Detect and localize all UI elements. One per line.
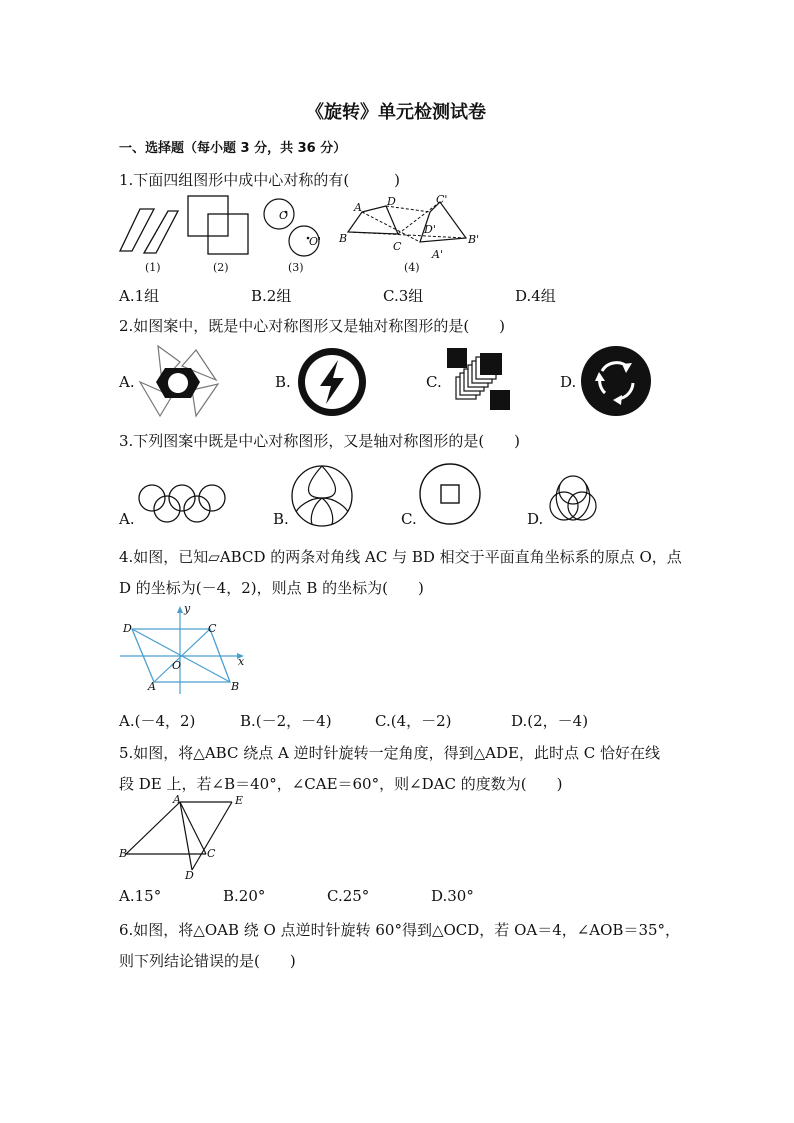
q1-label-C2: C' bbox=[436, 193, 448, 206]
q3-option-d[interactable]: D. bbox=[527, 510, 544, 528]
q4-coordinate-figure bbox=[118, 604, 248, 696]
q1-label-B2: B' bbox=[468, 233, 480, 246]
q4-option-d[interactable]: D.(2，－4) bbox=[511, 712, 589, 730]
q4-option-c[interactable]: C.(4，－2) bbox=[375, 712, 452, 730]
q3-figure-a-rings-icon bbox=[136, 482, 228, 524]
q1-figure-1 bbox=[118, 207, 184, 257]
q5-option-c[interactable]: C.25° bbox=[327, 887, 370, 905]
q1-option-a[interactable]: A.1组 bbox=[119, 287, 160, 305]
q1-caption-4: (4) bbox=[404, 261, 420, 274]
q5-option-a[interactable]: A.15° bbox=[119, 887, 162, 905]
page-title: 《旋转》单元检测试卷 bbox=[306, 102, 486, 123]
q1-figure-3 bbox=[262, 196, 324, 258]
q2-figure-c-squares-icon bbox=[446, 347, 512, 411]
q1-label-o2: O' bbox=[309, 235, 322, 248]
q2-figure-d-recycle-arrows-icon bbox=[580, 345, 652, 417]
q5-rotation-figure bbox=[118, 798, 258, 878]
question-1-text: 1.下面四组图形中成中心对称的有( ) bbox=[119, 171, 401, 189]
question-6-line-2: 则下列结论错误的是( ) bbox=[119, 952, 296, 970]
q4-option-b[interactable]: B.(－2，－4) bbox=[240, 712, 332, 730]
q4-label-C: C bbox=[208, 622, 217, 635]
q1-caption-2: (2) bbox=[213, 261, 229, 274]
q5-label-B: B bbox=[119, 847, 128, 860]
q1-label-A2: A' bbox=[432, 248, 443, 261]
q5-option-b[interactable]: B.20° bbox=[223, 887, 266, 905]
section-heading: 一、选择题（每小题 3 分，共 36 分） bbox=[119, 141, 347, 156]
q2-figure-b-lightning-icon bbox=[296, 346, 368, 418]
q3-figure-b-three-petal-icon bbox=[290, 464, 354, 528]
q4-label-B: B bbox=[231, 680, 240, 693]
q4-label-y: y bbox=[184, 602, 191, 615]
q2-figure-a-hexagon-icon bbox=[138, 346, 218, 418]
q1-label-A: A bbox=[354, 201, 362, 214]
q3-figure-c-coin-icon bbox=[418, 462, 482, 526]
q1-label-D2: D' bbox=[424, 223, 436, 236]
q3-figure-d-triquetra-icon bbox=[544, 470, 602, 524]
q1-figure-2 bbox=[186, 194, 252, 256]
question-3-text: 3.下列图案中既是中心对称图形，又是轴对称图形的是( ) bbox=[119, 432, 521, 450]
q4-label-D: D bbox=[123, 622, 132, 635]
q1-label-o1: O bbox=[279, 209, 289, 222]
q3-option-c[interactable]: C. bbox=[401, 510, 417, 528]
q1-label-D: D bbox=[387, 195, 396, 208]
q5-label-A: A bbox=[173, 793, 181, 806]
q1-option-c[interactable]: C.3组 bbox=[383, 287, 424, 305]
question-6-line-1: 6.如图，将△OAB 绕 O 点逆时针旋转 60°得到△OCD，若 OA＝4，∠AOB＝35°， bbox=[119, 921, 681, 939]
question-4-line-2: D 的坐标为(－4，2)，则点 B 的坐标为( ) bbox=[119, 579, 424, 597]
q4-label-A: A bbox=[148, 680, 156, 693]
q5-label-D: D bbox=[185, 869, 194, 882]
q2-option-d[interactable]: D. bbox=[560, 373, 577, 391]
q4-label-O: O bbox=[172, 659, 182, 672]
q1-caption-3: (3) bbox=[288, 261, 304, 274]
q1-label-B: B bbox=[339, 232, 348, 245]
q3-option-a[interactable]: A. bbox=[119, 510, 135, 528]
q5-option-d[interactable]: D.30° bbox=[431, 887, 474, 905]
q1-option-b[interactable]: B.2组 bbox=[251, 287, 292, 305]
question-5-line-2: 段 DE 上，若∠B＝40°，∠CAE＝60°，则∠DAC 的度数为( ) bbox=[119, 775, 563, 793]
q1-caption-1: (1) bbox=[145, 261, 161, 274]
q5-label-C: C bbox=[207, 847, 216, 860]
q2-option-b[interactable]: B. bbox=[275, 373, 291, 391]
q2-option-a[interactable]: A. bbox=[119, 373, 135, 391]
question-2-text: 2.如图案中，既是中心对称图形又是轴对称图形的是( ) bbox=[119, 317, 506, 335]
q1-label-C: C bbox=[393, 240, 402, 253]
q4-option-a[interactable]: A.(－4，2) bbox=[119, 712, 196, 730]
question-5-line-1: 5.如图，将△ABC 绕点 A 逆时针旋转一定角度，得到△ADE，此时点 C 恰好在线 bbox=[119, 744, 660, 762]
q3-option-b[interactable]: B. bbox=[273, 510, 289, 528]
q1-option-d[interactable]: D.4组 bbox=[515, 287, 556, 305]
q4-label-x: x bbox=[238, 655, 245, 668]
q2-option-c[interactable]: C. bbox=[426, 373, 442, 391]
question-4-line-1: 4.如图，已知▱ABCD 的两条对角线 AC 与 BD 相交于平面直角坐标系的原点 O，点 bbox=[119, 548, 682, 566]
q5-label-E: E bbox=[235, 794, 244, 807]
